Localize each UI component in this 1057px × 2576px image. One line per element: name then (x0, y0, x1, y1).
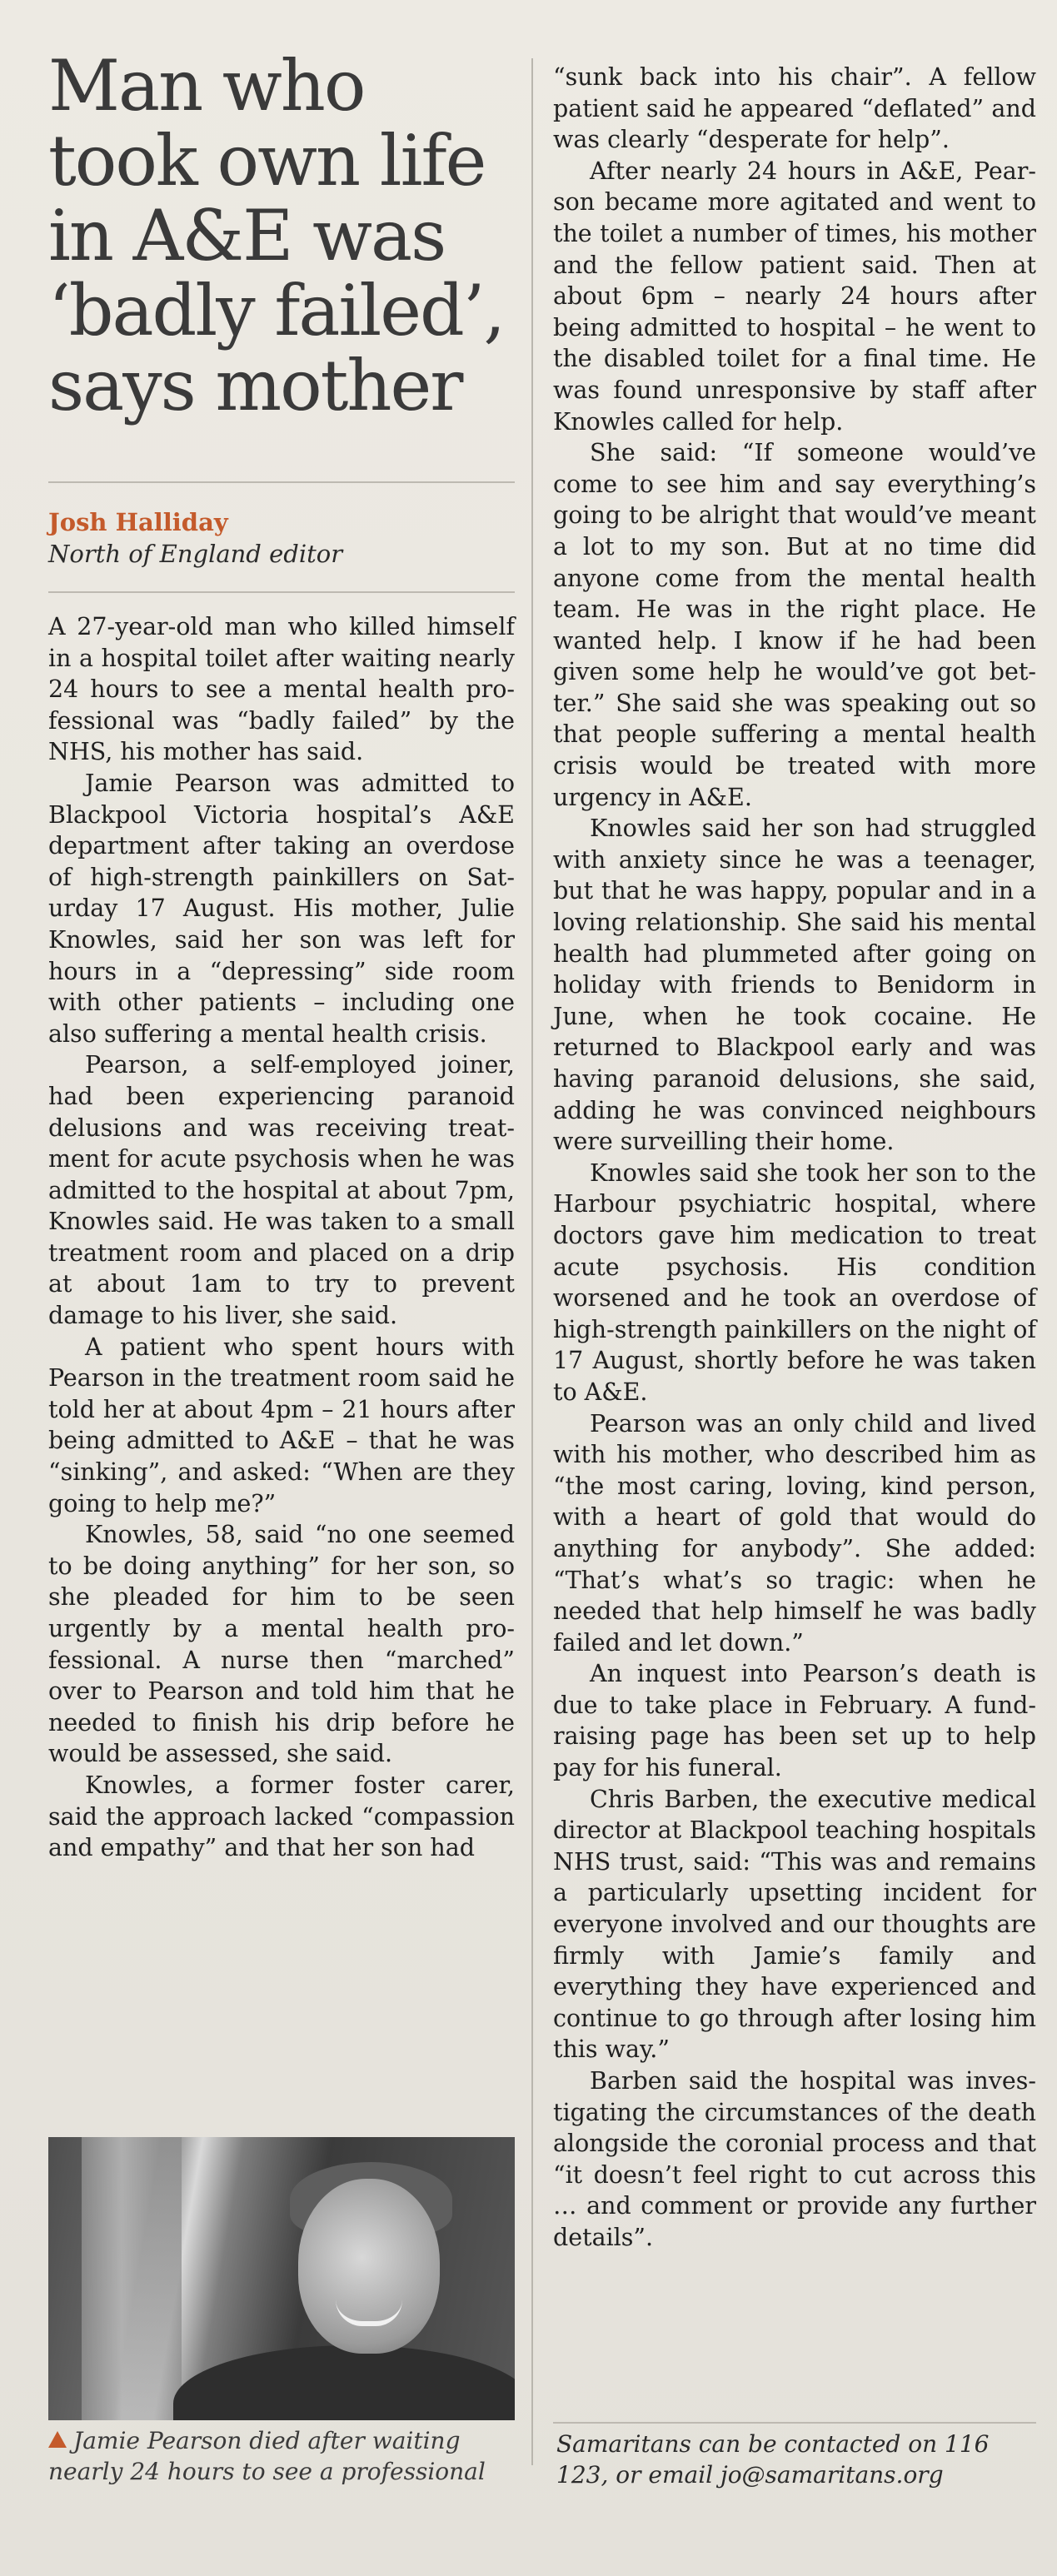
footer-rule (553, 2422, 1036, 2424)
headline-line: Man who (48, 45, 365, 127)
paragraph: She said: “If someone would’ve come to see him and say everything’s going to be alright that would’ve meant a lot to my son. But at no time did anyone come from the mental health team. He was in the right place. He wanted help. I know if he had been given some help he would’ve got better.” She said she was speaking out so that people suffering a mental health crisis would be treated with more urgency in A&E. (553, 439, 1036, 811)
paragraph: Knowles said her son had struggled with anxiety since he was a teenager, but that he was happy, popular and in a loving relationship. She said his mental health had plummeted after going on holiday with friends to Benidorm in June, when he took cocaine. He returned to Blackpool early and was having paranoid delusions, she said, adding he was convinced neighbours were surveilling their home. (553, 815, 1036, 1156)
column-divider (531, 58, 533, 2465)
paragraph: A patient who spent hours with Pearson in the treatment room said he told her at about 4pm – 21 hours after being admitted to A&E – that he was “sinking”, and asked: “When are they going to help me?” (48, 1333, 515, 1517)
article-photo (48, 2137, 515, 2420)
photo-caption-text: Jamie Pearson died after waiting nearly 24 hours to see a professional (48, 2427, 486, 2485)
paragraph: Pearson, a self-employed joiner, had been experiencing paranoid delusions and was receiving treatment for acute psychosis when he was admitted to the hospital at about 7pm, Knowles said. He was taken to a small treatment room and placed on a drip at about 1am to try to prevent damage to his liver, she said. (48, 1051, 515, 1330)
article-body-right (553, 62, 1036, 2254)
paragraph: Knowles, 58, said “no one seemed to be doing anything” for her son, so she pleaded for him to be seen urgently by a mental health professional. A nurse then “marched” over to Pearson and told him that he needed to finish his drip before he would be assessed, she said. (48, 1521, 515, 1768)
photo-subject-face (298, 2179, 440, 2354)
paragraph: “sunk back into his chair”. A fellow patient said he appeared “deflated” and was clearly “desperate for help”. (553, 63, 1036, 154)
byline-top-rule (48, 481, 515, 483)
paragraph: Knowles said she took her son to the Harbour psychiatric hospital, where doctors gave him medication to treat acute psychosis. His condition worsened and he took an overdose of high-strength painkillers on the night of 17 August, shortly before he was taken to A&E. (553, 1158, 1036, 1406)
headline (48, 45, 515, 426)
samaritans-note: Samaritans can be contacted on 116 123, or email jo@samaritans.org (556, 2430, 990, 2489)
paragraph: An inquest into Pearson’s death is due to take place in February. A fundraising page has been set up to help pay for his funeral. (553, 1660, 1036, 1782)
paragraph: Jamie Pearson was admitted to Blackpool Victoria hospital’s A&E department after taking an overdose of high-strength painkillers on Saturday 17 August. His mother, Julie Knowles, said her son was left for hours in a “depressing” side room with other patients – including one also suffering a mental health crisis. (48, 769, 515, 1048)
author-role: North of England editor (48, 540, 343, 568)
caption-triangle-icon (48, 2431, 67, 2448)
photo-background-door (82, 2137, 182, 2420)
byline (48, 506, 515, 570)
author-name: Josh Halliday (48, 508, 228, 536)
headline-line: in A&E was (48, 195, 446, 277)
headline-line: ‘badly failed’, (48, 270, 505, 351)
paragraph: Pearson was an only child and lived with his mother, who described him as “the most caring, loving, kind person, with a heart of gold that would do anything for anybody”. She added: “That’s what’s so tragic: when he needed that help himself he was badly failed and let down.” (553, 1409, 1036, 1657)
paragraph: Knowles, a former foster carer, said the approach lacked “compassion and empathy” and that her son had (48, 1771, 515, 1862)
photo-subject-shoulders (173, 2345, 515, 2420)
right-column (553, 62, 1036, 2254)
photo-caption (48, 2425, 523, 2487)
left-column (48, 45, 515, 1864)
article-body-left (48, 611, 515, 1864)
headline-line: says mother (48, 345, 462, 426)
headline-line: took own life (48, 120, 486, 202)
paragraph: After nearly 24 hours in A&E, Pearson became more agitated and went to the toilet a number of times, his mother and the fellow patient said. Then at about 6pm – nearly 24 hours after being admitted to hospital – he went to the disabled toilet for a final time. He was found unresponsive by staff after Knowles called for help. (553, 157, 1036, 436)
paragraph: Chris Barben, the executive medical director at Blackpool teaching hospitals NHS trust, said: “This was and remains a particularly upsetting incident for everyone involved and our thoughts are firmly with Jamie’s family and everything they have experienced and continue to go through after losing him this way.” (553, 1785, 1036, 2064)
paragraph: Barben said the hospital was investigating the circumstances of the death alongside the coronial process and that “it doesn’t feel right to cut across this … and comment or provide any further details”. (553, 2067, 1036, 2251)
paragraph: A 27-year-old man who killed himself in a hospital toilet after waiting nearly 24 hours to see a mental health professional was “badly failed” by the NHS, his mother has said. (48, 613, 515, 766)
byline-bottom-rule (48, 591, 515, 593)
